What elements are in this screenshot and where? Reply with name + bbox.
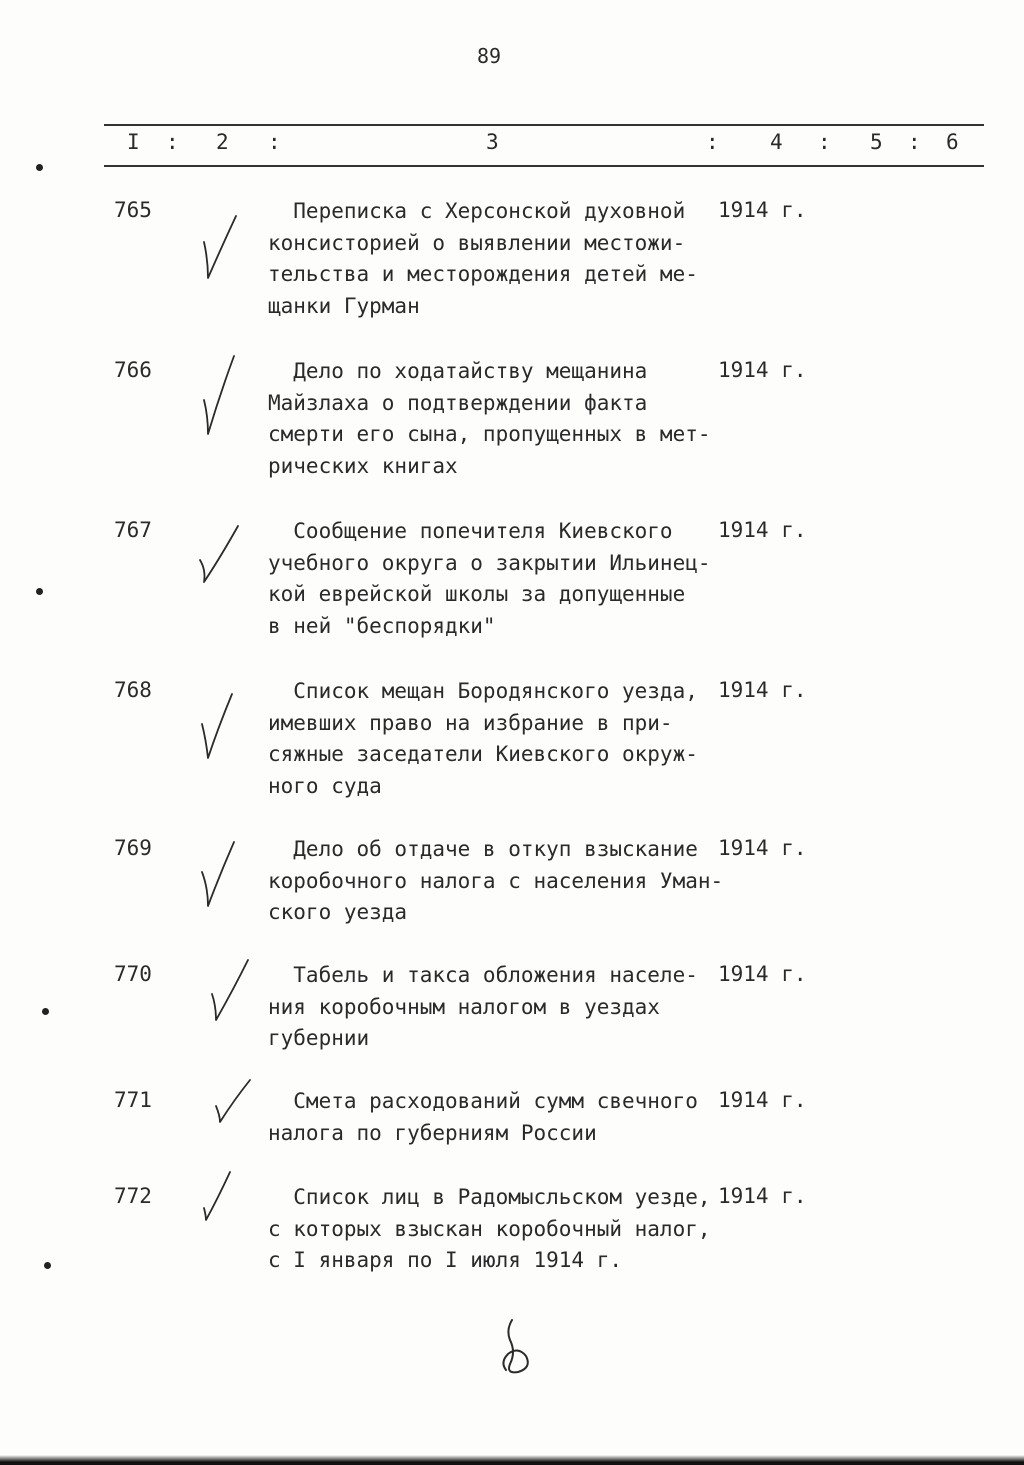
- page-number: 89: [477, 44, 502, 68]
- row-description-line: тельства и месторождения детей ме-: [268, 262, 698, 286]
- row-description-line: учебного округа о закрытии Ильинец-: [268, 550, 711, 575]
- header-sep: :: [818, 130, 831, 154]
- checkmark-icon: [206, 956, 254, 1026]
- checkmark-icon: [196, 838, 242, 912]
- header-rule-bottom: [104, 165, 984, 167]
- row-description: [268, 1182, 728, 1277]
- row-description: [268, 1086, 728, 1149]
- row-date: 1914 г.: [718, 358, 807, 382]
- header-rule-top: [104, 124, 984, 126]
- header-col-6: 6: [946, 130, 959, 154]
- row-number: 770: [114, 962, 152, 986]
- row-description-line: ского уезда: [268, 900, 408, 924]
- header-sep: :: [268, 130, 281, 154]
- header-col-2: 2: [216, 130, 229, 154]
- row-date: 1914 г.: [718, 836, 807, 860]
- row-description-line: ния коробочным налогом в уездах: [268, 994, 660, 1019]
- row-description-line: с I января по I июля 1914 г.: [268, 1248, 623, 1272]
- handwritten-page-mark: [496, 1316, 542, 1378]
- row-description-line: в ней "беспорядки": [268, 613, 496, 638]
- header-sep: :: [166, 130, 179, 154]
- row-description-line: Список лиц в Радомысльском уезде,: [268, 1185, 711, 1209]
- row-number: 772: [114, 1184, 152, 1208]
- checkmark-icon: [196, 352, 244, 440]
- row-description: [268, 676, 728, 802]
- scan-speck: [36, 164, 43, 171]
- checkmark-icon: [212, 1076, 256, 1128]
- row-description-line: рических книгах: [268, 453, 458, 478]
- checkmark-icon: [194, 522, 244, 586]
- row-description-line: кой еврейской школы за допущенные: [268, 582, 686, 606]
- row-description: [268, 834, 728, 929]
- scan-speck: [42, 1008, 49, 1015]
- row-number: 767: [114, 518, 152, 542]
- row-description-line: Майзлаха о подтверждении факта: [268, 390, 648, 415]
- row-description: [268, 960, 728, 1055]
- row-number: 766: [114, 358, 152, 382]
- row-description-line: Дело по ходатайству мещанина: [268, 359, 648, 383]
- row-description-line: налога по губерниям России: [268, 1120, 597, 1145]
- row-date: 1914 г.: [718, 198, 807, 222]
- checkmark-icon: [196, 212, 244, 284]
- checkmark-icon: [198, 1168, 238, 1226]
- checkmark-icon: [196, 690, 242, 764]
- scan-bottom-edge: [0, 1455, 1024, 1465]
- row-description: [268, 356, 728, 482]
- header-col-5: 5: [870, 130, 883, 154]
- header-sep: :: [908, 130, 921, 154]
- row-date: 1914 г.: [718, 518, 807, 542]
- row-description: [268, 196, 728, 322]
- row-description-line: губернии: [268, 1026, 370, 1050]
- row-description-line: Смета расходований сумм свечного: [268, 1089, 698, 1113]
- row-description-line: смерти его сына, пропущенных в мет-: [268, 422, 711, 446]
- row-description-line: Список мещан Бородянского уезда,: [268, 679, 698, 703]
- scan-speck: [44, 1262, 51, 1269]
- row-description-line: Сообщение попечителя Киевского: [268, 519, 673, 543]
- row-description: [268, 516, 728, 642]
- row-number: 768: [114, 678, 152, 702]
- row-description-line: консисторией о выявлении местожи-: [268, 230, 686, 255]
- row-description-line: Переписка с Херсонской духовной: [268, 199, 686, 223]
- row-description-line: Табель и такса обложения населе-: [268, 963, 698, 987]
- row-date: 1914 г.: [718, 1088, 807, 1112]
- row-number: 771: [114, 1088, 152, 1112]
- row-description-line: с которых взыскан коробочный налог,: [268, 1216, 711, 1241]
- row-description-line: сяжные заседатели Киевского окруж-: [268, 742, 698, 766]
- row-number: 765: [114, 198, 152, 222]
- row-description-line: коробочного налога с населения Уман-: [268, 868, 724, 893]
- header-col-1: I: [127, 130, 140, 154]
- row-number: 769: [114, 836, 152, 860]
- row-description-line: ного суда: [268, 773, 382, 798]
- row-date: 1914 г.: [718, 678, 807, 702]
- row-description-line: щанки Гурман: [268, 293, 420, 318]
- row-description-line: Дело об отдаче в откуп взыскание: [268, 837, 698, 861]
- row-date: 1914 г.: [718, 962, 807, 986]
- header-col-3: 3: [486, 130, 499, 154]
- header-sep: :: [706, 130, 719, 154]
- scan-speck: [36, 588, 43, 595]
- header-col-4: 4: [770, 130, 783, 154]
- row-date: 1914 г.: [718, 1184, 807, 1208]
- row-description-line: имевших право на избрание в при-: [268, 710, 673, 735]
